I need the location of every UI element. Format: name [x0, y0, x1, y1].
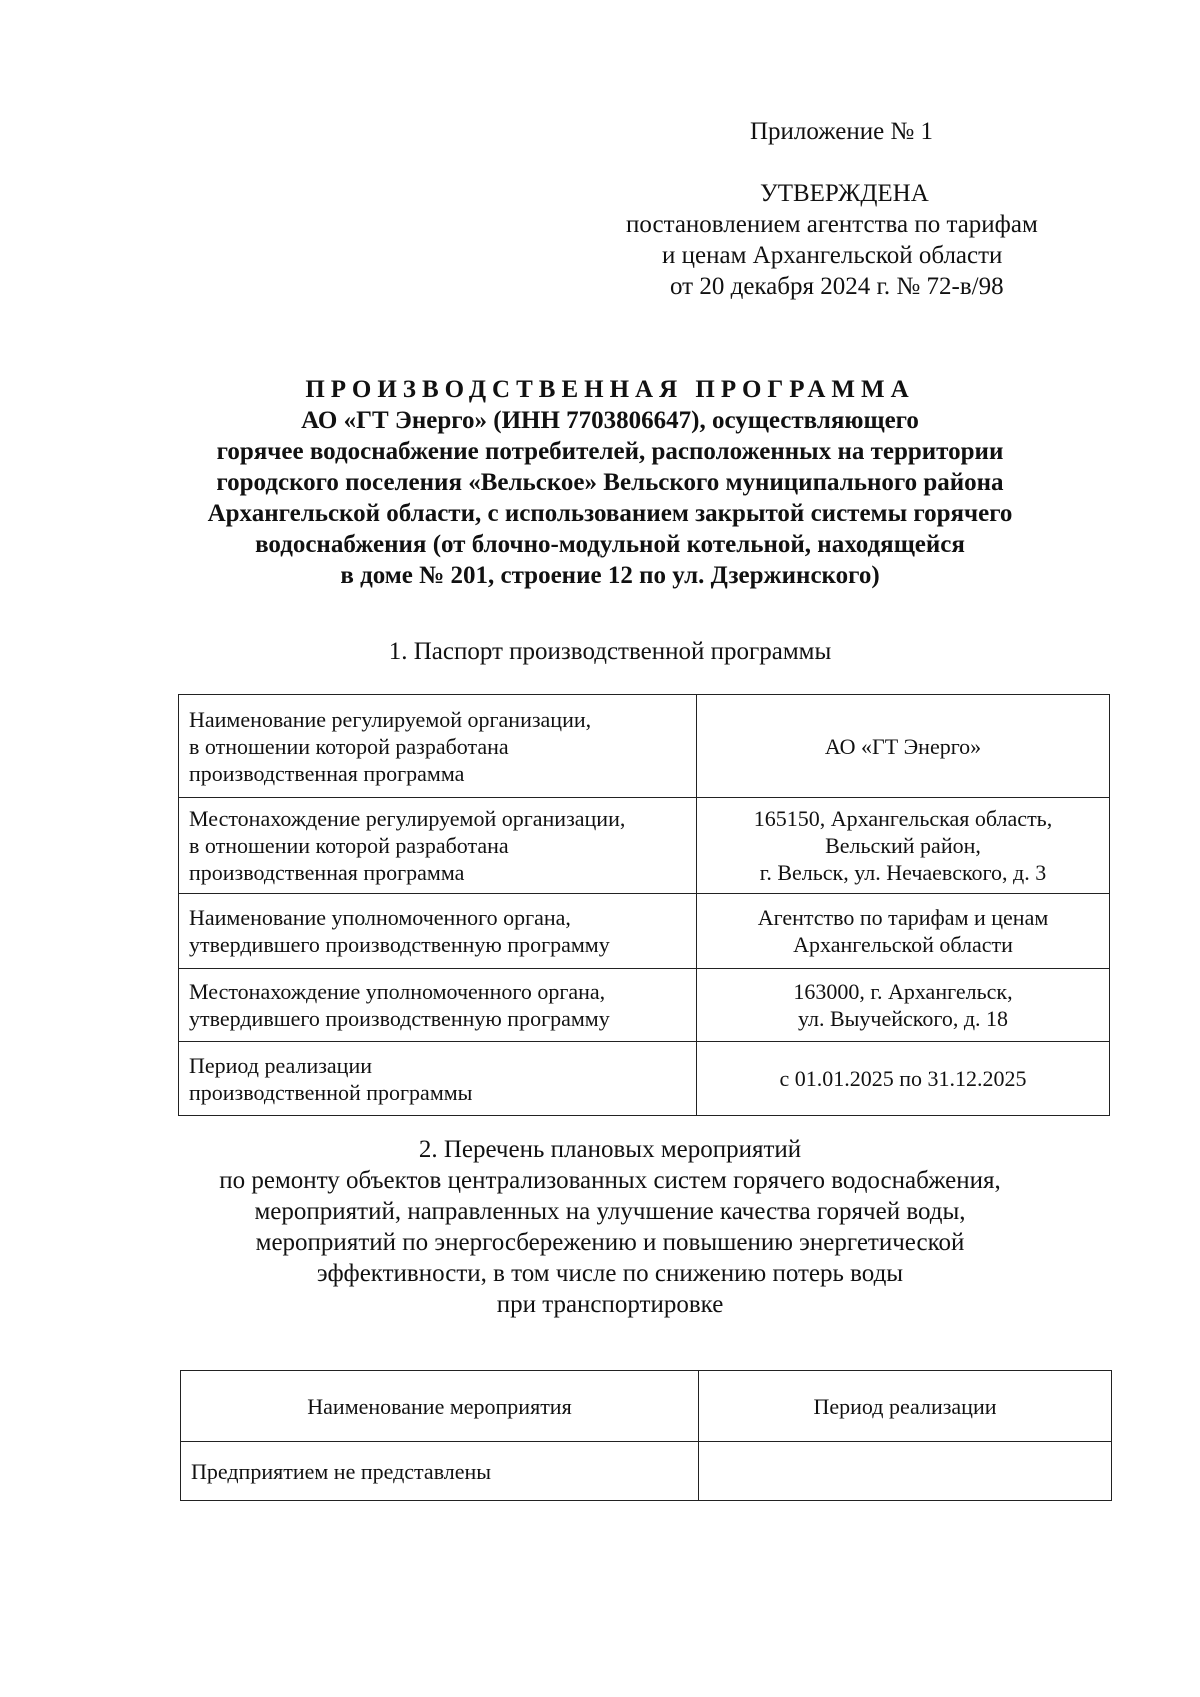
section-2-heading-line: эффективности, в том числе по снижению потерь воды	[316, 1260, 904, 1287]
table-row	[179, 1042, 1110, 1116]
value-line: Архангельской области	[793, 932, 1013, 957]
program-title	[150, 374, 1070, 591]
label-line: утвердившего производственную программу	[189, 932, 610, 957]
label-line: Наименование регулируемой организации,	[189, 706, 592, 732]
value-line: ул. Выучейского, д. 18	[797, 1006, 1009, 1031]
table-header-row	[181, 1371, 1112, 1442]
section-2-heading-line: при транспортировке	[496, 1291, 724, 1318]
label-line: Период реализации	[189, 1052, 373, 1078]
passport-label	[179, 969, 697, 1042]
passport-value	[697, 969, 1110, 1042]
label-line: Наименование уполномоченного органа,	[189, 905, 571, 930]
label-line: производственной программы	[189, 1079, 473, 1105]
section-1-heading	[150, 636, 1070, 667]
label-line: утвердившего производственную программу	[189, 1006, 610, 1031]
label-line: Местонахождение регулируемой организации,	[189, 806, 626, 831]
passport-label	[179, 798, 697, 894]
annex-number: Приложение № 1	[750, 118, 934, 145]
table-row	[179, 894, 1110, 969]
value-line: г. Вельск, ул. Нечаевского, д. 3	[759, 860, 1047, 885]
section-2-heading-line: по ремонту объектов централизованных систем горячего водоснабжения,	[219, 1167, 1001, 1194]
value-line: с 01.01.2025 по 31.12.2025	[779, 1066, 1027, 1091]
label-line: в отношении которой разработана	[189, 733, 509, 759]
approved-stamp-text: УТВЕРЖДЕНА	[760, 180, 929, 207]
value-line: 163000, г. Архангельск,	[793, 979, 1013, 1004]
event-name-cell: Предприятием не представлены	[181, 1442, 699, 1501]
program-title-line-3: городского поселения «Вельское» Вельского муниципального района	[216, 469, 1004, 496]
program-title-line-1: АО «ГТ Энерго» (ИНН 7703806647), осуществляющего	[301, 407, 919, 434]
passport-value	[697, 695, 1110, 798]
events-table	[180, 1370, 1112, 1501]
passport-label	[179, 695, 697, 798]
passport-label	[179, 1042, 697, 1116]
column-header-event-name: Наименование мероприятия	[181, 1371, 699, 1442]
passport-table	[178, 694, 1110, 1116]
section-1-heading-text: 1. Паспорт производственной программы	[388, 638, 832, 665]
section-2-heading	[150, 1134, 1070, 1320]
label-line: производственная программа	[189, 760, 465, 786]
section-2-heading-line: мероприятий, направленных на улучшение качества горячей воды,	[254, 1198, 966, 1225]
table-row	[179, 695, 1110, 798]
column-header-period: Период реализации	[699, 1371, 1112, 1442]
passport-value	[697, 1042, 1110, 1116]
value-line: АО «ГТ Энерго»	[824, 733, 982, 759]
section-2-heading-line: 2. Перечень плановых мероприятий	[418, 1136, 802, 1163]
passport-value	[697, 894, 1110, 969]
table-row	[181, 1442, 1112, 1501]
program-title-line-4: Архангельской области, с использованием закрытой системы горячего	[207, 500, 1013, 527]
event-period-cell	[699, 1442, 1112, 1501]
section-2-heading-line: мероприятий по энергосбережению и повышению энергетической	[255, 1229, 965, 1256]
value-line: Агентство по тарифам и ценам	[757, 905, 1049, 930]
value-line: Вельский район,	[825, 833, 981, 858]
label-line: Местонахождение уполномоченного органа,	[189, 979, 606, 1004]
label-line: в отношении которой разработана	[189, 833, 509, 858]
value-line: 165150, Архангельская область,	[753, 806, 1053, 831]
label-line: производственная программа	[189, 860, 465, 885]
passport-label	[179, 894, 697, 969]
program-title-line-2: горячее водоснабжение потребителей, расположенных на территории	[216, 438, 1004, 465]
approval-line-1: постановлением агентства по тарифам	[626, 211, 1038, 238]
program-title-line-6: в доме № 201, строение 12 по ул. Дзержинского)	[340, 562, 880, 589]
passport-value	[697, 798, 1110, 894]
approval-line-2: и ценам Архангельской области	[662, 242, 1003, 269]
program-title-line-5: водоснабжения (от блочно-модульной котельной, находящейся	[255, 531, 965, 558]
approval-line-3: от 20 декабря 2024 г. № 72-в/98	[670, 273, 1004, 300]
table-row	[179, 798, 1110, 894]
table-row	[179, 969, 1110, 1042]
program-heading: ПРОИЗВОДСТВЕННАЯ ПРОГРАММА	[305, 376, 915, 403]
